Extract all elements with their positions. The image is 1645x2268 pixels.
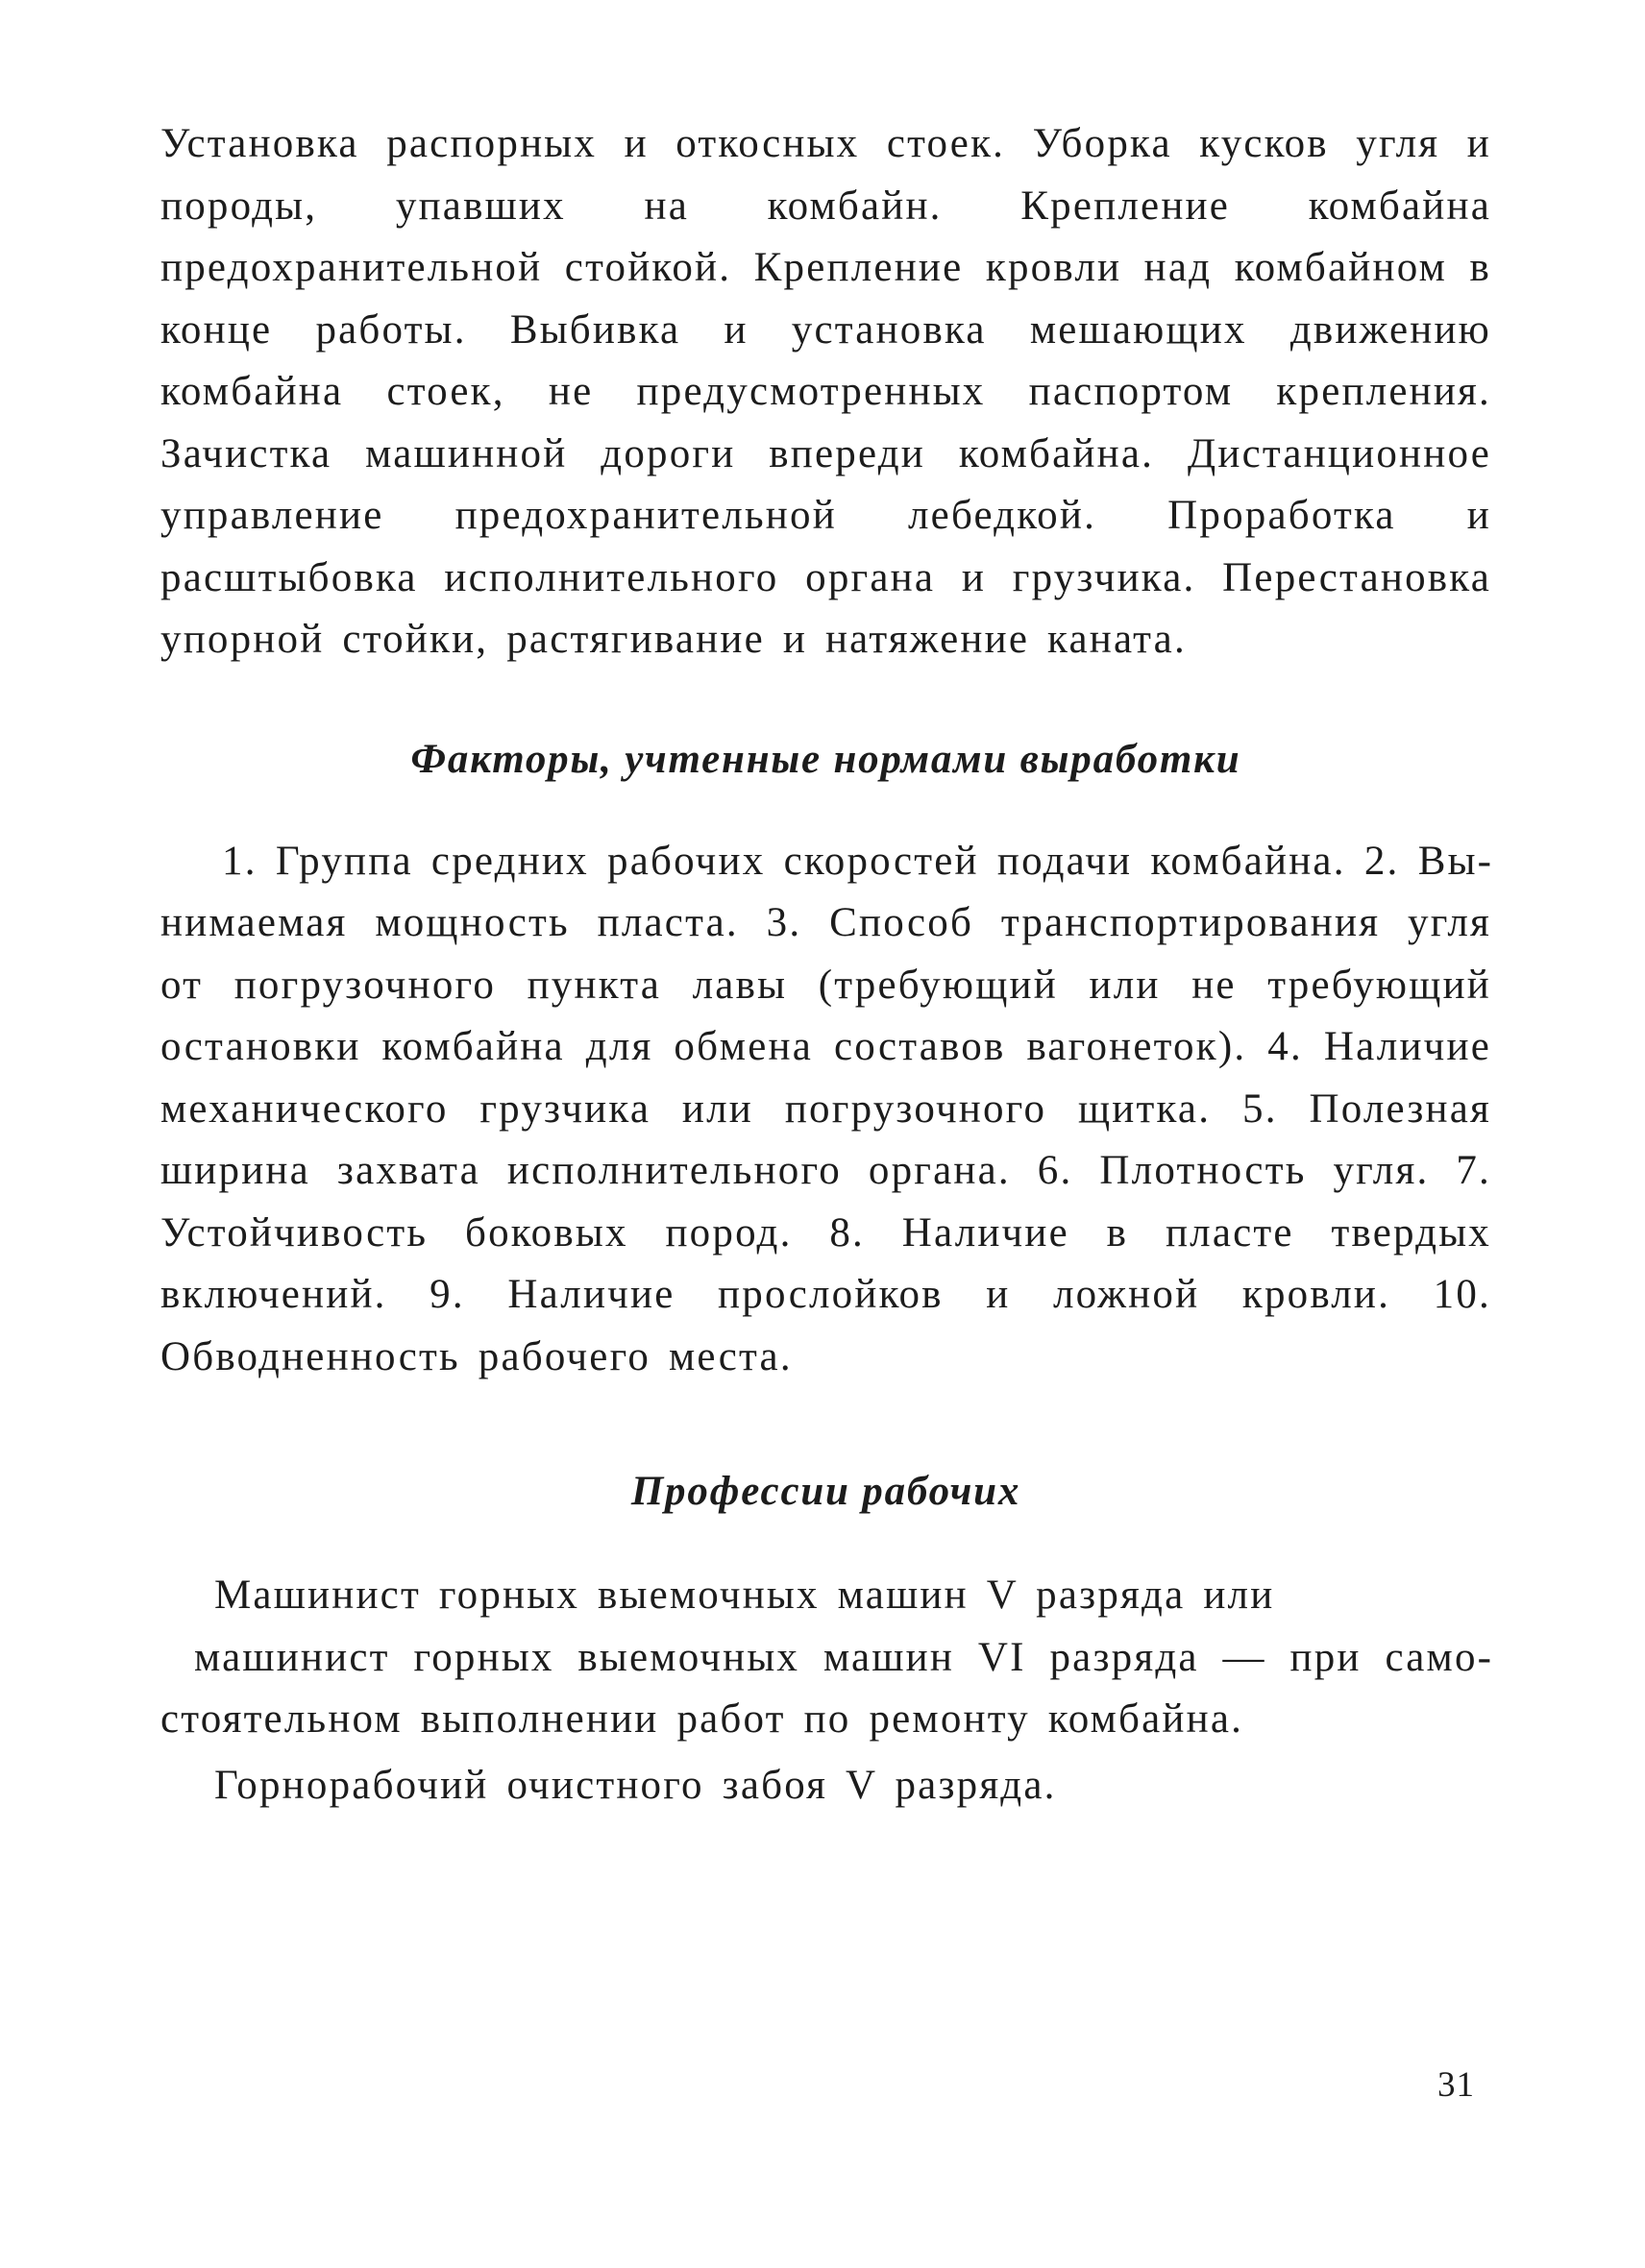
profession-line-1: Машинист горных выемочных машин V разряда или: [214, 1573, 1275, 1618]
page-number: 31: [1437, 2065, 1475, 2105]
section-heading-professions: Профессии рабочих: [630, 1469, 1021, 1514]
profession-line-3: Горнорабочий очистного забоя V разряда.: [214, 1762, 1057, 1808]
intro-paragraph: Установка распорных и откосных стоек. Уборка кусков угля и породы, упавших на комбайн. Крепление комбайна предохранительной стойкой. Крепление кровли над комбайном в конце работы. Выбивка и установка мешающих движению комбайна стоек, не предусмотренных паспортом крепления. Зачистка машинной дороги впереди комбайна. Дистанционное управление предохранительной лебедкой. Проработка и расштыбовка исполнительного органа и грузчика. Перестановка упорной стойки, растягивание и натяжение каната.: [160, 121, 1491, 662]
page-body: [160, 113, 1491, 1817]
profession-line-2: машинист горных выемочных машин VI разряда — при самостоятельном выполнении работ по ремонту комбайна.: [160, 1634, 1491, 1742]
section-heading-factors: Факторы, учтенные нормами выработки: [410, 736, 1241, 782]
factors-paragraph: 1. Группа средних рабочих скоростей подачи комбайна. 2. Вынимаемая мощность пласта. 3. Способ транспортирования угля от погрузочного пункта лавы (требующий или не требующий остановки комбайна для обмена составов вагонеток). 4. Наличие механического грузчика или погрузочного щитка. 5. Полезная ширина захвата исполнительного органа. 6. Плотность угля. 7. Устойчивость боковых пород. 8. Наличие в пласте твердых включений. 9. Наличие прослойков и ложной кровли. 10. Обводненность рабочего места.: [160, 838, 1491, 1379]
